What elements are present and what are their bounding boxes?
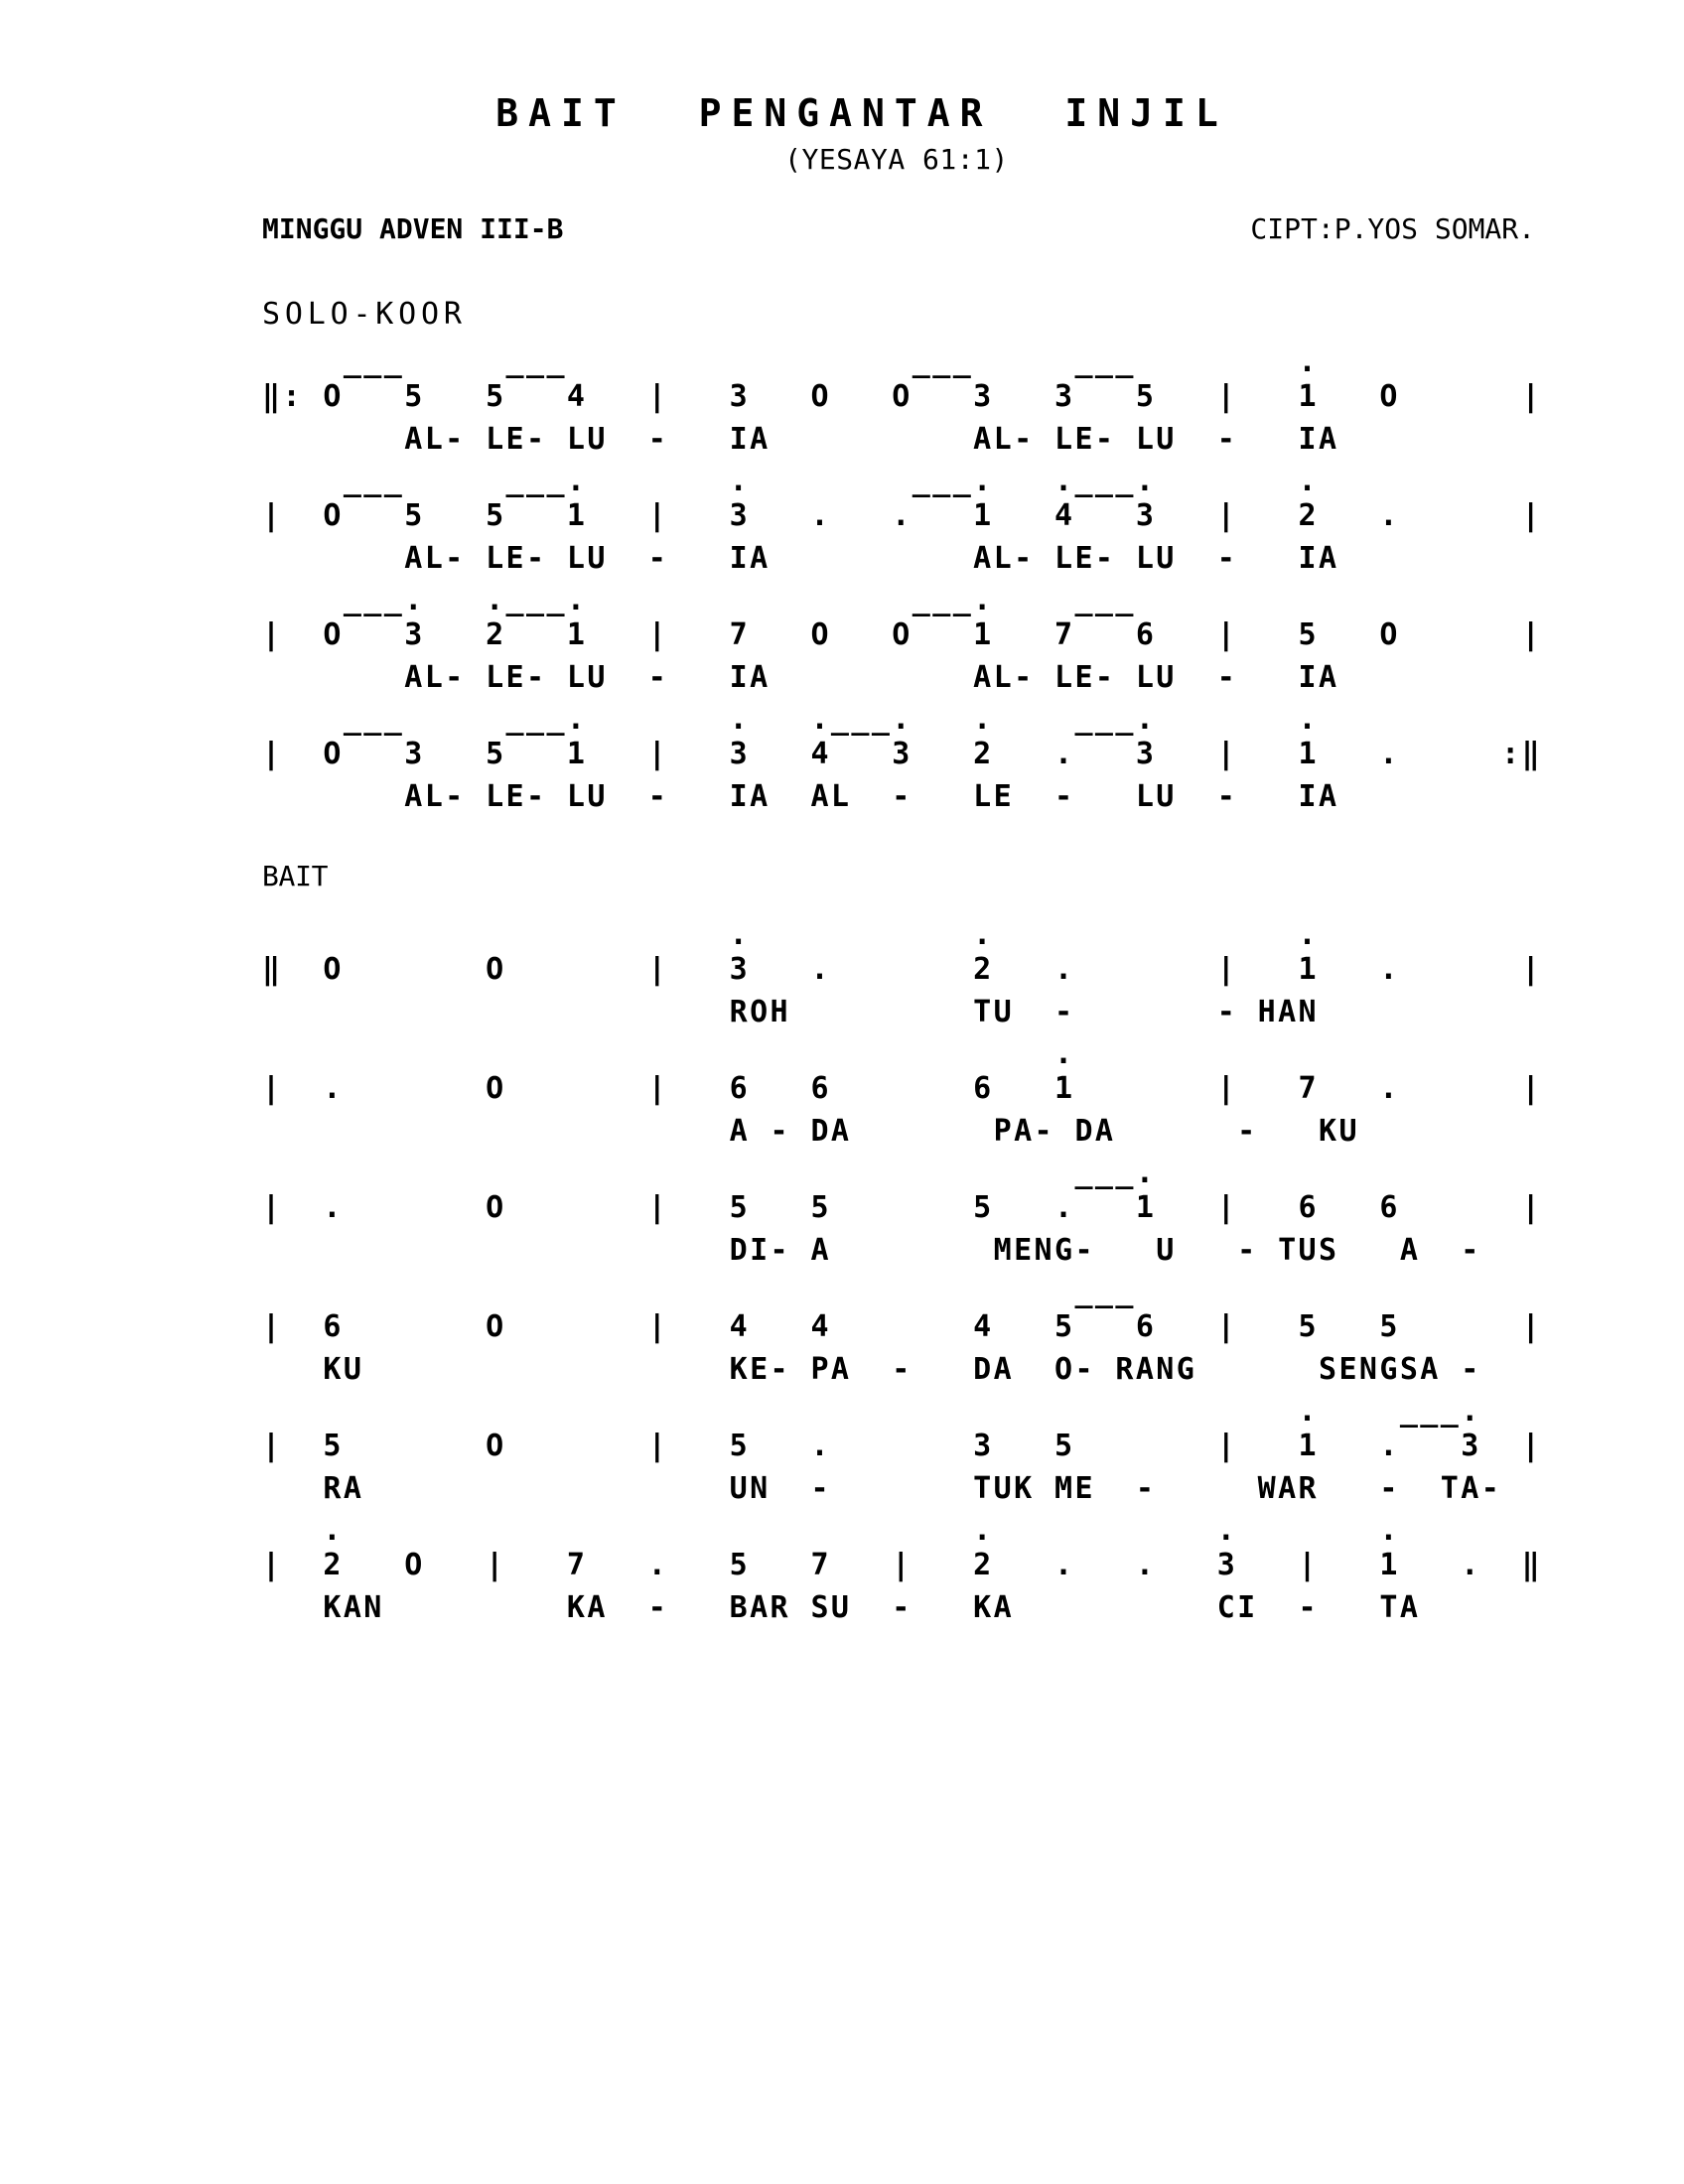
title-block — [0, 91, 1684, 176]
notes-row: | 2 O | 7 . 5 7 | 2 . . 3 | 1 . ‖ — [262, 1548, 1543, 1582]
music-system — [262, 344, 1543, 461]
lyrics-row: A - DA PA- DA - KU — [262, 1114, 1359, 1149]
page-title: BAIT PENGANTAR INJIL — [495, 91, 1228, 135]
notes-row: | O 3 2 1 | 7 O O 1 7 6 | 5 O | — [262, 617, 1543, 652]
lyrics-row: AL- LE- LU - IA AL- LE- LU - IA — [262, 660, 1339, 695]
overline-octave-dot-row: . ___. — [262, 1394, 1481, 1429]
notes-row: ‖: O 5 5 4 | 3 O O 3 3 5 | 1 O | — [262, 379, 1543, 414]
overline-octave-dot-row: . — [262, 1036, 1075, 1071]
notes-row: | 6 O | 4 4 4 5 6 | 5 5 | — [262, 1309, 1543, 1344]
notes-row: | O 5 5 1 | 3 . . 1 4 3 | 2 . | — [262, 498, 1543, 533]
overline-octave-dot-row: ___ ___. . ___. .___. . — [262, 464, 1319, 498]
composer-credit: CIPT:P.YOS SOMAR. — [1250, 212, 1535, 245]
solo-koor-systems — [262, 344, 1543, 826]
music-system — [262, 583, 1543, 699]
section-label-solo-koor: SOLO-KOOR — [262, 297, 467, 332]
lyrics-row: RA UN - TUK ME - WAR - TA- — [262, 1471, 1502, 1506]
music-system — [262, 464, 1543, 580]
notes-row: | . O | 6 6 6 1 | 7 . | — [262, 1071, 1543, 1106]
lyrics-row: KU KE- PA - DA O- RANG SENGSA - — [262, 1352, 1481, 1387]
notes-row: | O 3 5 1 | 3 4 3 2 . 3 | 1 . :‖ — [262, 737, 1543, 771]
lyrics-row: DI- A MENG- U - TUS A - — [262, 1233, 1481, 1268]
header-row — [262, 212, 1535, 245]
music-system — [262, 702, 1543, 818]
scripture-reference: (YESAYA 61:1) — [784, 143, 1009, 176]
music-system — [262, 1275, 1543, 1391]
notes-row: ‖ O O | 3 . 2 . | 1 . | — [262, 952, 1543, 987]
music-system — [262, 1513, 1543, 1629]
overline-octave-dot-row: ___ ___ ___ ___ . — [262, 344, 1319, 379]
section-label-bait: BAIT — [262, 860, 329, 892]
music-system — [262, 917, 1543, 1033]
music-system — [262, 1036, 1543, 1153]
lyrics-row: AL- LE- LU - IA AL- LE- LU - IA — [262, 541, 1339, 576]
music-system — [262, 1156, 1543, 1272]
overline-octave-dot-row: . . . — [262, 917, 1319, 952]
lyrics-row: ROH TU - - HAN — [262, 995, 1319, 1029]
overline-octave-dot-row: ___ — [262, 1275, 1136, 1309]
overline-octave-dot-row: . . . . — [262, 1513, 1400, 1548]
notes-row: | . O | 5 5 5 . 1 | 6 6 | — [262, 1190, 1543, 1225]
bait-systems — [262, 917, 1543, 1637]
overline-octave-dot-row: ___ ___. . .___. . ___. . — [262, 702, 1319, 737]
liturgical-week-label: MINGGU ADVEN III-B — [262, 212, 564, 245]
music-system — [262, 1394, 1543, 1510]
overline-octave-dot-row: ___. .___. ___. ___ — [262, 583, 1136, 617]
overline-octave-dot-row: ___. — [262, 1156, 1157, 1190]
notes-row: | 5 O | 5 . 3 5 | 1 . 3 | — [262, 1429, 1543, 1463]
lyrics-row: AL- LE- LU - IA AL- LE- LU - IA — [262, 422, 1339, 457]
lyrics-row: AL- LE- LU - IA AL - LE - LU - IA — [262, 779, 1339, 814]
lyrics-row: KAN KA - BAR SU - KA CI - TA — [262, 1590, 1421, 1625]
